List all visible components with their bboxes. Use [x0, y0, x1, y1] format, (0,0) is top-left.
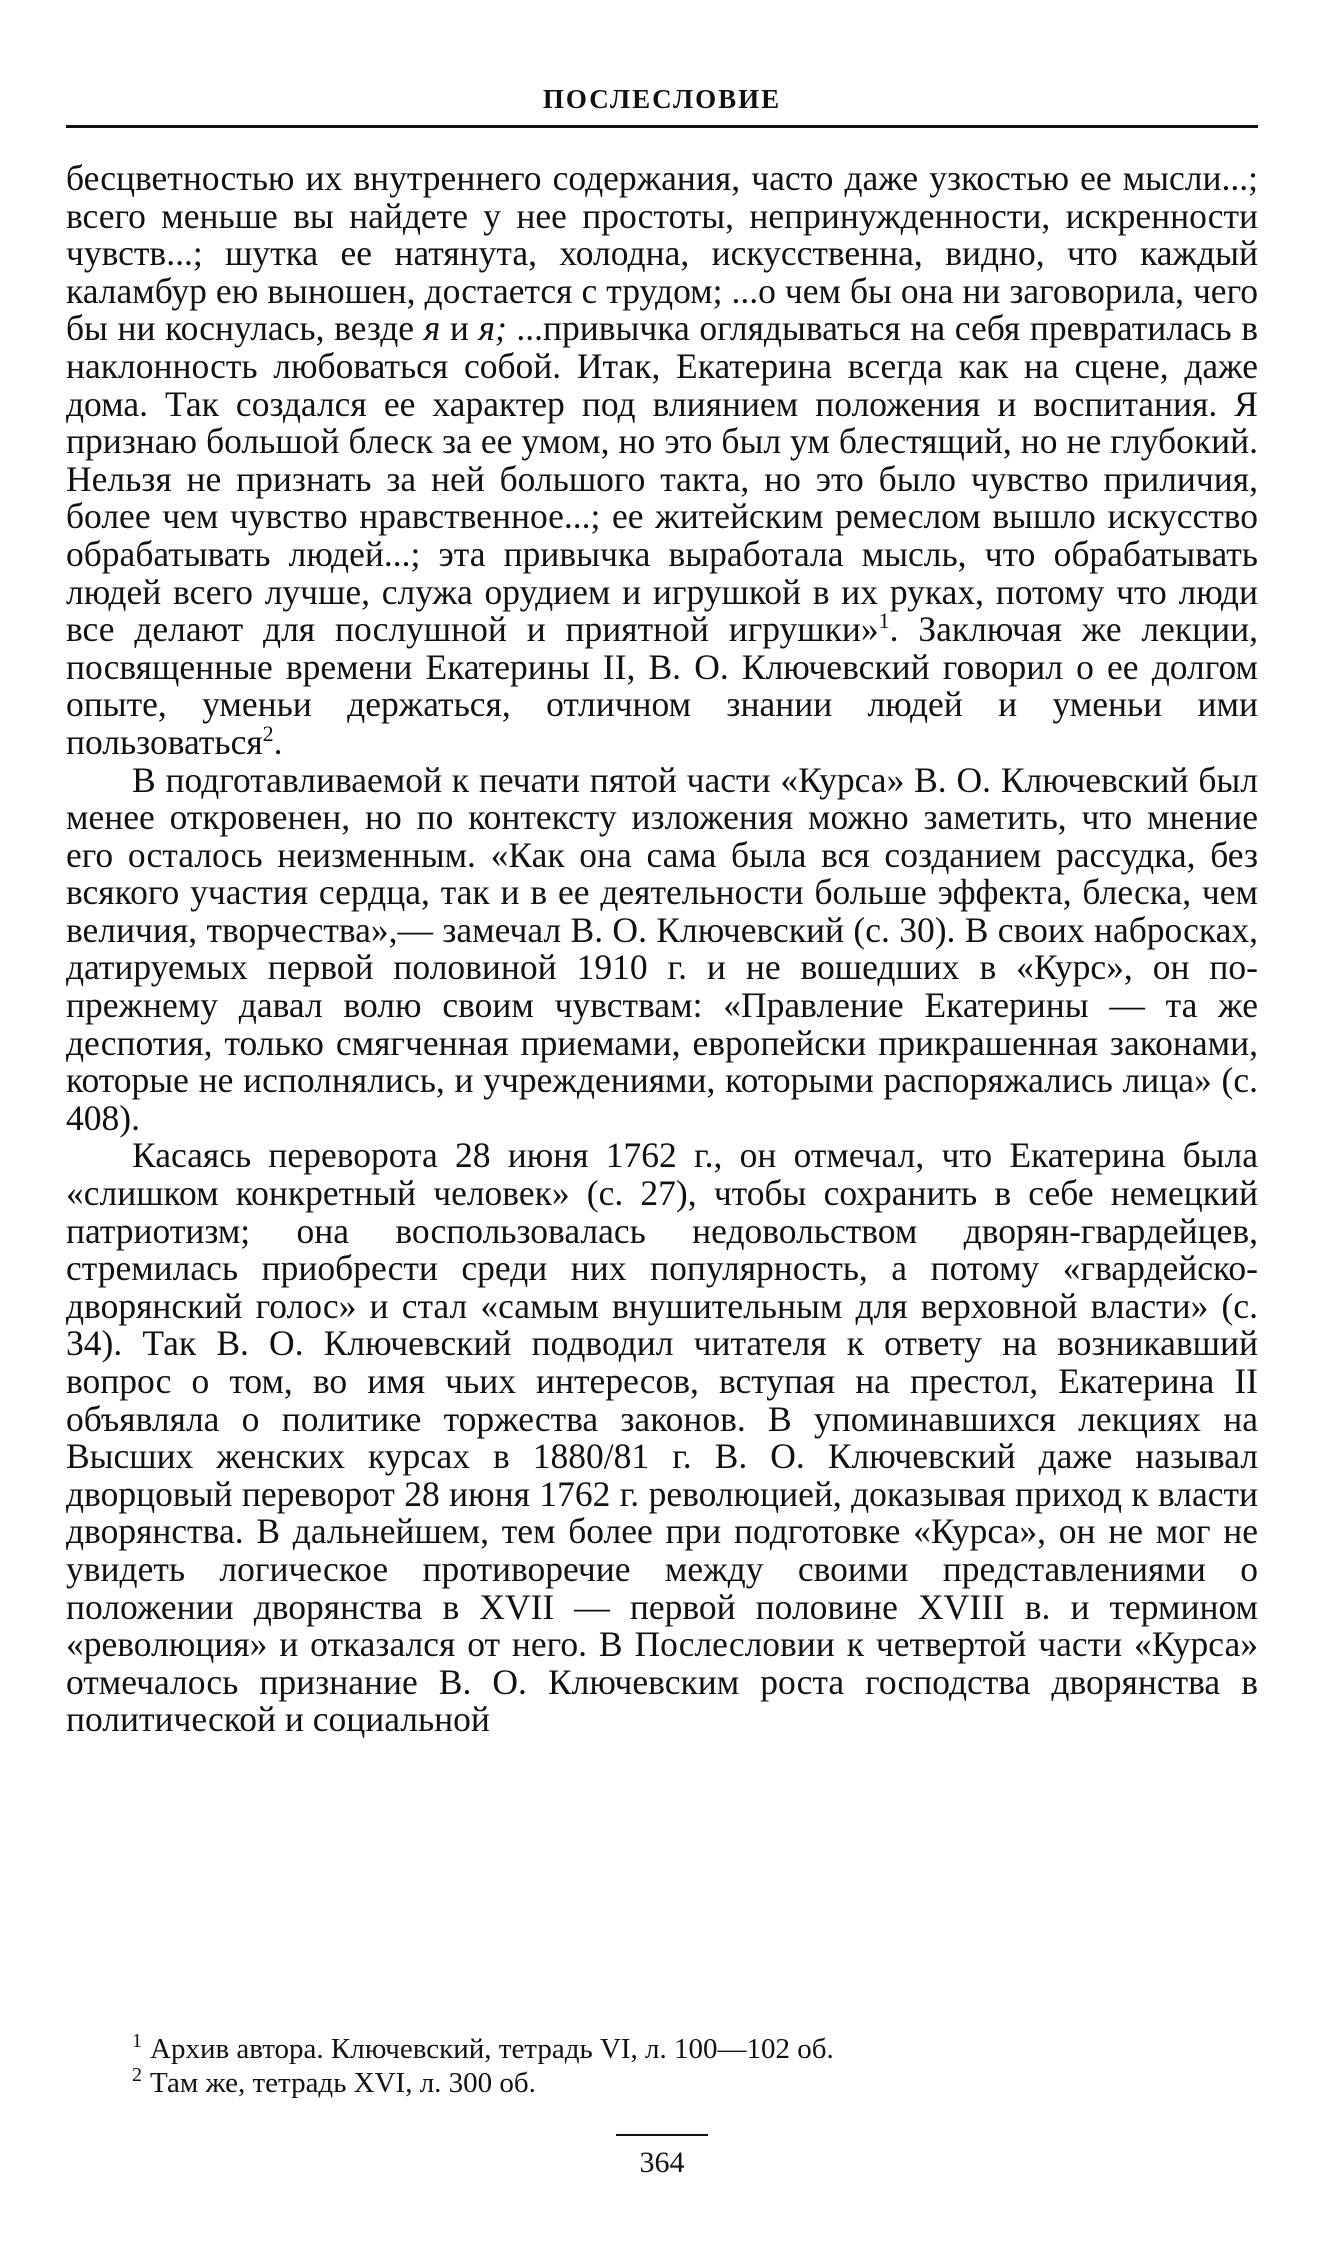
emphasis: я; [478, 308, 507, 349]
text-run: Касаясь переворота 28 июня 1762 г., он отмечал, что Екатерина была «слишком конкретный человек» (с. 27), чтобы сохранить в себе немецкий патриотизм; она воспользовалась недовольством дворян-гвардейцев, стремилась приобрести среди них популярность, а потому «гвардейско-дворянский голос» и стал «самым внушительным для верховной власти» (с. 34). Так В. О. Ключевский подводил читателя к ответу на возникавший вопрос о том, во имя чьих интересов, вступая на престол, Екатерина II объявляла о политике торжества законов. В упоминавшихся лекциях на Высших женских курсах в 1880/81 г. В. О. Ключевский даже называл дворцовый переворот 28 июня 1762 г. революцией, доказывая приход к власти дворянства. В дальнейшем, тем более при подготовке «Курса», он не мог не увидеть логическое противоречие между своими представлениями о положении дворянства в XVII — первой половине XVIII в. и термином «революция» и отказался от него. В Послесловии к четвертой части «Курса» отмечалось признание В. О. Ключевским роста господства дворянства в политической и социальной [66, 1135, 1258, 1740]
text-run: бесцветностью их внутреннего содержания, часто даже узкостью ее мысли...; всего меньше вы найдете у нее простоты, непринужденности, искренности чувств...; шутка ее натянута, холодна, искусственна, видно, что каждый каламбур ею выношен, достается с трудом; ...о чем бы она ни заговорила, чего бы ни коснулась, везде [66, 158, 1258, 349]
footnote-text: Архив автора. Ключевский, тетрадь VI, л. 100—102 об. [150, 2033, 834, 2065]
footnote-2 [132, 2066, 1258, 2100]
running-head: ПОСЛЕСЛОВИЕ [542, 84, 782, 114]
text-run: и [440, 308, 479, 349]
paragraph-3 [66, 1137, 1258, 1739]
page-number-rule [616, 2134, 708, 2136]
header-rule [66, 125, 1258, 128]
text-run: . [273, 721, 283, 762]
text-run: В подготавливаемой к печати пятой части «Курса» В. О. Ключевский был менее откровенен, но по контексту изложения можно заметить, что мнение его осталось неизменным. «Как она сама была вся созданием рассудка, без всякого участия сердца, так и в ее деятельности больше эффекта, блеска, чем величия, творчества»,— замечал В. О. Ключевский (с. 30). В своих набросках, датируемых первой половиной 1910 г. и не вошедших в «Курс», он по-прежнему давал волю своим чувствам: «Правление Екатерины — та же деспотия, только смягченная приемами, европейски прикрашенная законами, которые не исполнялись, и учреждениями, которыми распоряжались лица» (с. 408). [66, 759, 1258, 1138]
footnote-text: Там же, тетрадь XVI, л. 300 об. [150, 2067, 536, 2099]
text-run: . Заключая же лекции, посвященные времени Екатерины II, В. О. Ключевский говорил о ее долгом опыте, уменьи держаться, отличном знании людей и уменьи ими пользоваться [66, 609, 1258, 762]
emphasis: я [423, 308, 441, 349]
footnote-1 [132, 2032, 1258, 2066]
footnote-mark: 2 [132, 2064, 142, 2087]
footnotes [132, 2032, 1258, 2100]
paragraph-1 [66, 160, 1258, 762]
paragraph-2 [66, 759, 1258, 1138]
body-text [66, 160, 1258, 1739]
text-run: ...привычка оглядываться на себя превратилась в наклонность любоваться собой. Итак, Екатерина всегда как на сцене, даже дома. Так создался ее характер под влиянием положения и воспитания. Я признаю большой блеск за ее умом, но это был ум блестящий, но не глубокий. Нельзя не признать за ней большого такта, но это было чувство приличия, более чем чувство нравственное...; ее житейским ремеслом вышло искусство обрабатывать людей...; эта привычка выработала мысль, что обрабатывать людей всего лучше, служа орудием и игрушкой в их руках, потому что люди все делают для послушной и приятной игрушки» [66, 308, 1259, 650]
footnote-ref-1: 1 [878, 608, 890, 634]
footnote-mark: 1 [132, 2030, 142, 2053]
page-number: 364 [639, 2146, 685, 2179]
footnote-ref-2: 2 [262, 721, 274, 747]
